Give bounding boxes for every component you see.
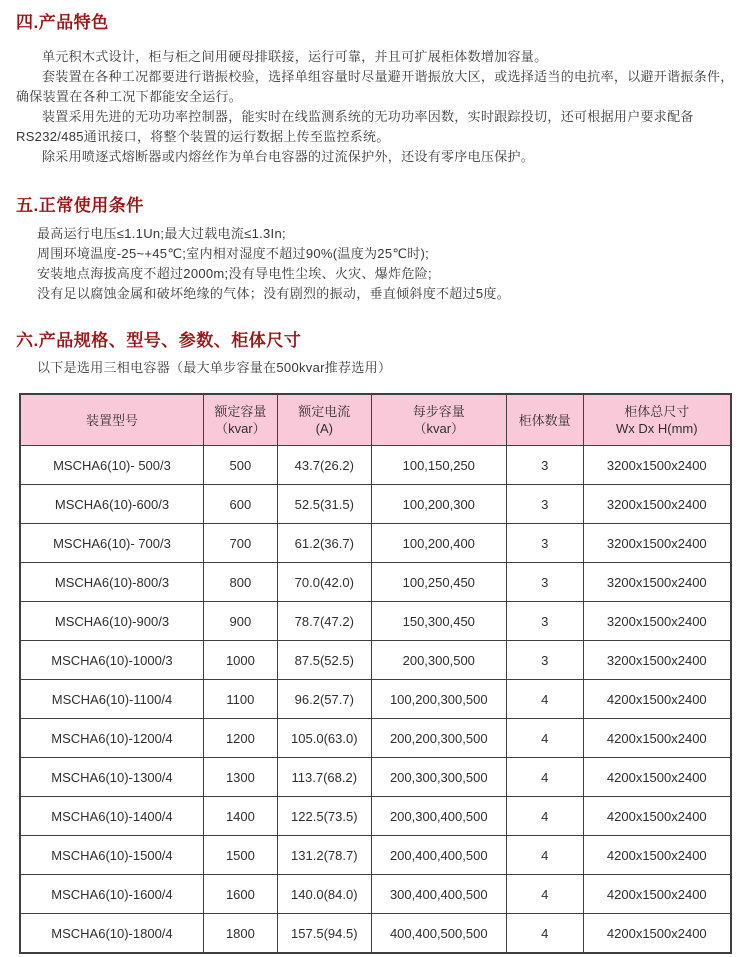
table-cell: 100,200,400 (371, 524, 506, 563)
section-heading-conditions: 五.正常使用条件 (16, 196, 144, 215)
table-cell: 100,150,250 (371, 446, 506, 485)
table-cell: 4 (506, 797, 583, 836)
condition-line: 周围环境温度-25~+45℃;室内相对湿度不超过90%(温度为25℃时); (37, 246, 430, 261)
col-header-label: 额定电流 (298, 404, 351, 419)
feature-paragraph: 套装置在各种工况都要进行谐振校验，选择单组容量时尽量避开谐振放大区，或选择适当的电抗率，以避开谐振条件，确保装置在各种工况下都能安全运行。 (16, 69, 734, 104)
table-row (20, 758, 731, 797)
col-header-unit: （kvar） (215, 421, 266, 436)
table-cell: 100,200,300 (371, 485, 506, 524)
col-header-step-capacity (371, 394, 506, 446)
table-cell: 43.7(26.2) (277, 446, 371, 485)
spec-table (19, 393, 732, 954)
table-cell: 4 (506, 680, 583, 719)
col-header-cabinet-size (583, 394, 731, 446)
table-cell: 900 (203, 602, 277, 641)
table-cell: 200,400,400,500 (371, 836, 506, 875)
section-heading-specs: 六.产品规格、型号、参数、柜体尺寸 (16, 331, 302, 350)
table-row (20, 797, 731, 836)
table-cell: 3 (506, 563, 583, 602)
table-cell: 3 (506, 485, 583, 524)
table-cell: 200,200,300,500 (371, 719, 506, 758)
table-cell: MSCHA6(10)-1800/4 (20, 914, 203, 954)
col-header-cabinet-count (506, 394, 583, 446)
table-cell: 61.2(36.7) (277, 524, 371, 563)
table-cell: 700 (203, 524, 277, 563)
table-cell: MSCHA6(10)-600/3 (20, 485, 203, 524)
feature-paragraph: 单元积木式设计，柜与柜之间用硬母排联接，运行可靠，并且可扩展柜体数增加容量。 (42, 49, 548, 64)
col-header-label: 柜体总尺寸 (624, 404, 690, 419)
table-cell: 600 (203, 485, 277, 524)
table-cell: 200,300,400,500 (371, 797, 506, 836)
table-cell: MSCHA6(10)- 700/3 (20, 524, 203, 563)
table-cell: 105.0(63.0) (277, 719, 371, 758)
table-cell: MSCHA6(10)-1600/4 (20, 875, 203, 914)
table-cell: 78.7(47.2) (277, 602, 371, 641)
table-cell: 1600 (203, 875, 277, 914)
table-cell: 400,400,500,500 (371, 914, 506, 954)
table-cell: 1000 (203, 641, 277, 680)
table-cell: 3 (506, 524, 583, 563)
table-cell: 100,250,450 (371, 563, 506, 602)
table-cell: 4 (506, 875, 583, 914)
table-row (20, 914, 731, 954)
table-cell: MSCHA6(10)- 500/3 (20, 446, 203, 485)
table-cell: 113.7(68.2) (277, 758, 371, 797)
table-cell: 4 (506, 836, 583, 875)
table-cell: 500 (203, 446, 277, 485)
table-cell: 3 (506, 602, 583, 641)
table-cell: 3200x1500x2400 (583, 641, 731, 680)
col-header-label: 每步容量 (412, 404, 465, 419)
table-cell: 1200 (203, 719, 277, 758)
table-cell: 3200x1500x2400 (583, 485, 731, 524)
col-header-unit: (A) (315, 421, 333, 436)
table-cell: 3200x1500x2400 (583, 563, 731, 602)
table-cell: MSCHA6(10)-1500/4 (20, 836, 203, 875)
table-row (20, 875, 731, 914)
table-cell: 157.5(94.5) (277, 914, 371, 954)
table-cell: 200,300,300,500 (371, 758, 506, 797)
section-heading-features: 四.产品特色 (16, 13, 109, 32)
condition-line: 最高运行电压≤1.1Un;最大过载电流≤1.3In; (37, 226, 286, 241)
features-paragraphs (16, 47, 734, 167)
table-cell: 3200x1500x2400 (583, 524, 731, 563)
table-cell: 800 (203, 563, 277, 602)
table-row (20, 524, 731, 563)
condition-line: 安装地点海拔高度不超过2000m;没有导电性尘埃、火灾、爆炸危险; (37, 266, 432, 281)
table-cell: 122.5(73.5) (277, 797, 371, 836)
table-cell: MSCHA6(10)-900/3 (20, 602, 203, 641)
table-cell: 4200x1500x2400 (583, 797, 731, 836)
table-row (20, 485, 731, 524)
table-cell: 1800 (203, 914, 277, 954)
table-row (20, 602, 731, 641)
table-cell: MSCHA6(10)-800/3 (20, 563, 203, 602)
table-cell: 100,200,300,500 (371, 680, 506, 719)
conditions-lines (16, 224, 734, 304)
table-cell: 200,300,500 (371, 641, 506, 680)
table-cell: 4200x1500x2400 (583, 836, 731, 875)
table-cell: 4 (506, 719, 583, 758)
table-cell: 3200x1500x2400 (583, 446, 731, 485)
table-cell: 4 (506, 914, 583, 954)
table-cell: 70.0(42.0) (277, 563, 371, 602)
table-row (20, 446, 731, 485)
table-cell: 4200x1500x2400 (583, 719, 731, 758)
table-cell: 3200x1500x2400 (583, 602, 731, 641)
table-cell: 4200x1500x2400 (583, 680, 731, 719)
table-cell: 3 (506, 641, 583, 680)
table-row (20, 836, 731, 875)
col-header-rated-current (277, 394, 371, 446)
col-header-rated-capacity (203, 394, 277, 446)
col-header-unit: （kvar） (413, 421, 465, 436)
table-cell: 4200x1500x2400 (583, 914, 731, 954)
condition-line: 没有足以腐蚀金属和破坏绝缘的气体；没有剧烈的振动，垂直倾斜度不超过5度。 (37, 286, 511, 301)
feature-paragraph: 除采用喷逐式熔断器或内熔丝作为单台电容器的过流保护外，还设有零序电压保护。 (42, 149, 535, 164)
table-cell: 300,400,400,500 (371, 875, 506, 914)
table-cell: MSCHA6(10)-1400/4 (20, 797, 203, 836)
table-cell: MSCHA6(10)-1200/4 (20, 719, 203, 758)
col-header-label: 额定容量 (214, 404, 267, 419)
col-header-label: 装置型号 (85, 412, 138, 428)
table-cell: MSCHA6(10)-1300/4 (20, 758, 203, 797)
table-cell: 52.5(31.5) (277, 485, 371, 524)
col-header-model (20, 394, 203, 446)
table-cell: MSCHA6(10)-1000/3 (20, 641, 203, 680)
table-cell: 1400 (203, 797, 277, 836)
table-row (20, 680, 731, 719)
table-cell: 140.0(84.0) (277, 875, 371, 914)
table-cell: 4200x1500x2400 (583, 875, 731, 914)
table-cell: 1500 (203, 836, 277, 875)
specs-intro-note: 以下是选用三相电容器（最大单步容量在500kvar推荐选用） (37, 360, 392, 375)
table-cell: 1100 (203, 680, 277, 719)
table-cell: 1300 (203, 758, 277, 797)
table-row (20, 719, 731, 758)
table-cell: 87.5(52.5) (277, 641, 371, 680)
col-header-label: 柜体数量 (518, 412, 571, 428)
table-cell: 4 (506, 758, 583, 797)
table-cell: 131.2(78.7) (277, 836, 371, 875)
table-row (20, 641, 731, 680)
table-row (20, 563, 731, 602)
table-header-row (20, 394, 731, 446)
col-header-unit: Wx Dx H(mm) (615, 421, 698, 436)
table-cell: 96.2(57.7) (277, 680, 371, 719)
table-cell: 4200x1500x2400 (583, 758, 731, 797)
table-cell: MSCHA6(10)-1100/4 (20, 680, 203, 719)
table-cell: 150,300,450 (371, 602, 506, 641)
table-cell: 3 (506, 446, 583, 485)
feature-paragraph: 装置采用先进的无功功率控制器，能实时在线监测系统的无功功率因数，实时跟踪投切，还可根据用户要求配备RS232/485通讯接口，将整个装置的运行数据上传至监控系统。 (16, 109, 694, 144)
